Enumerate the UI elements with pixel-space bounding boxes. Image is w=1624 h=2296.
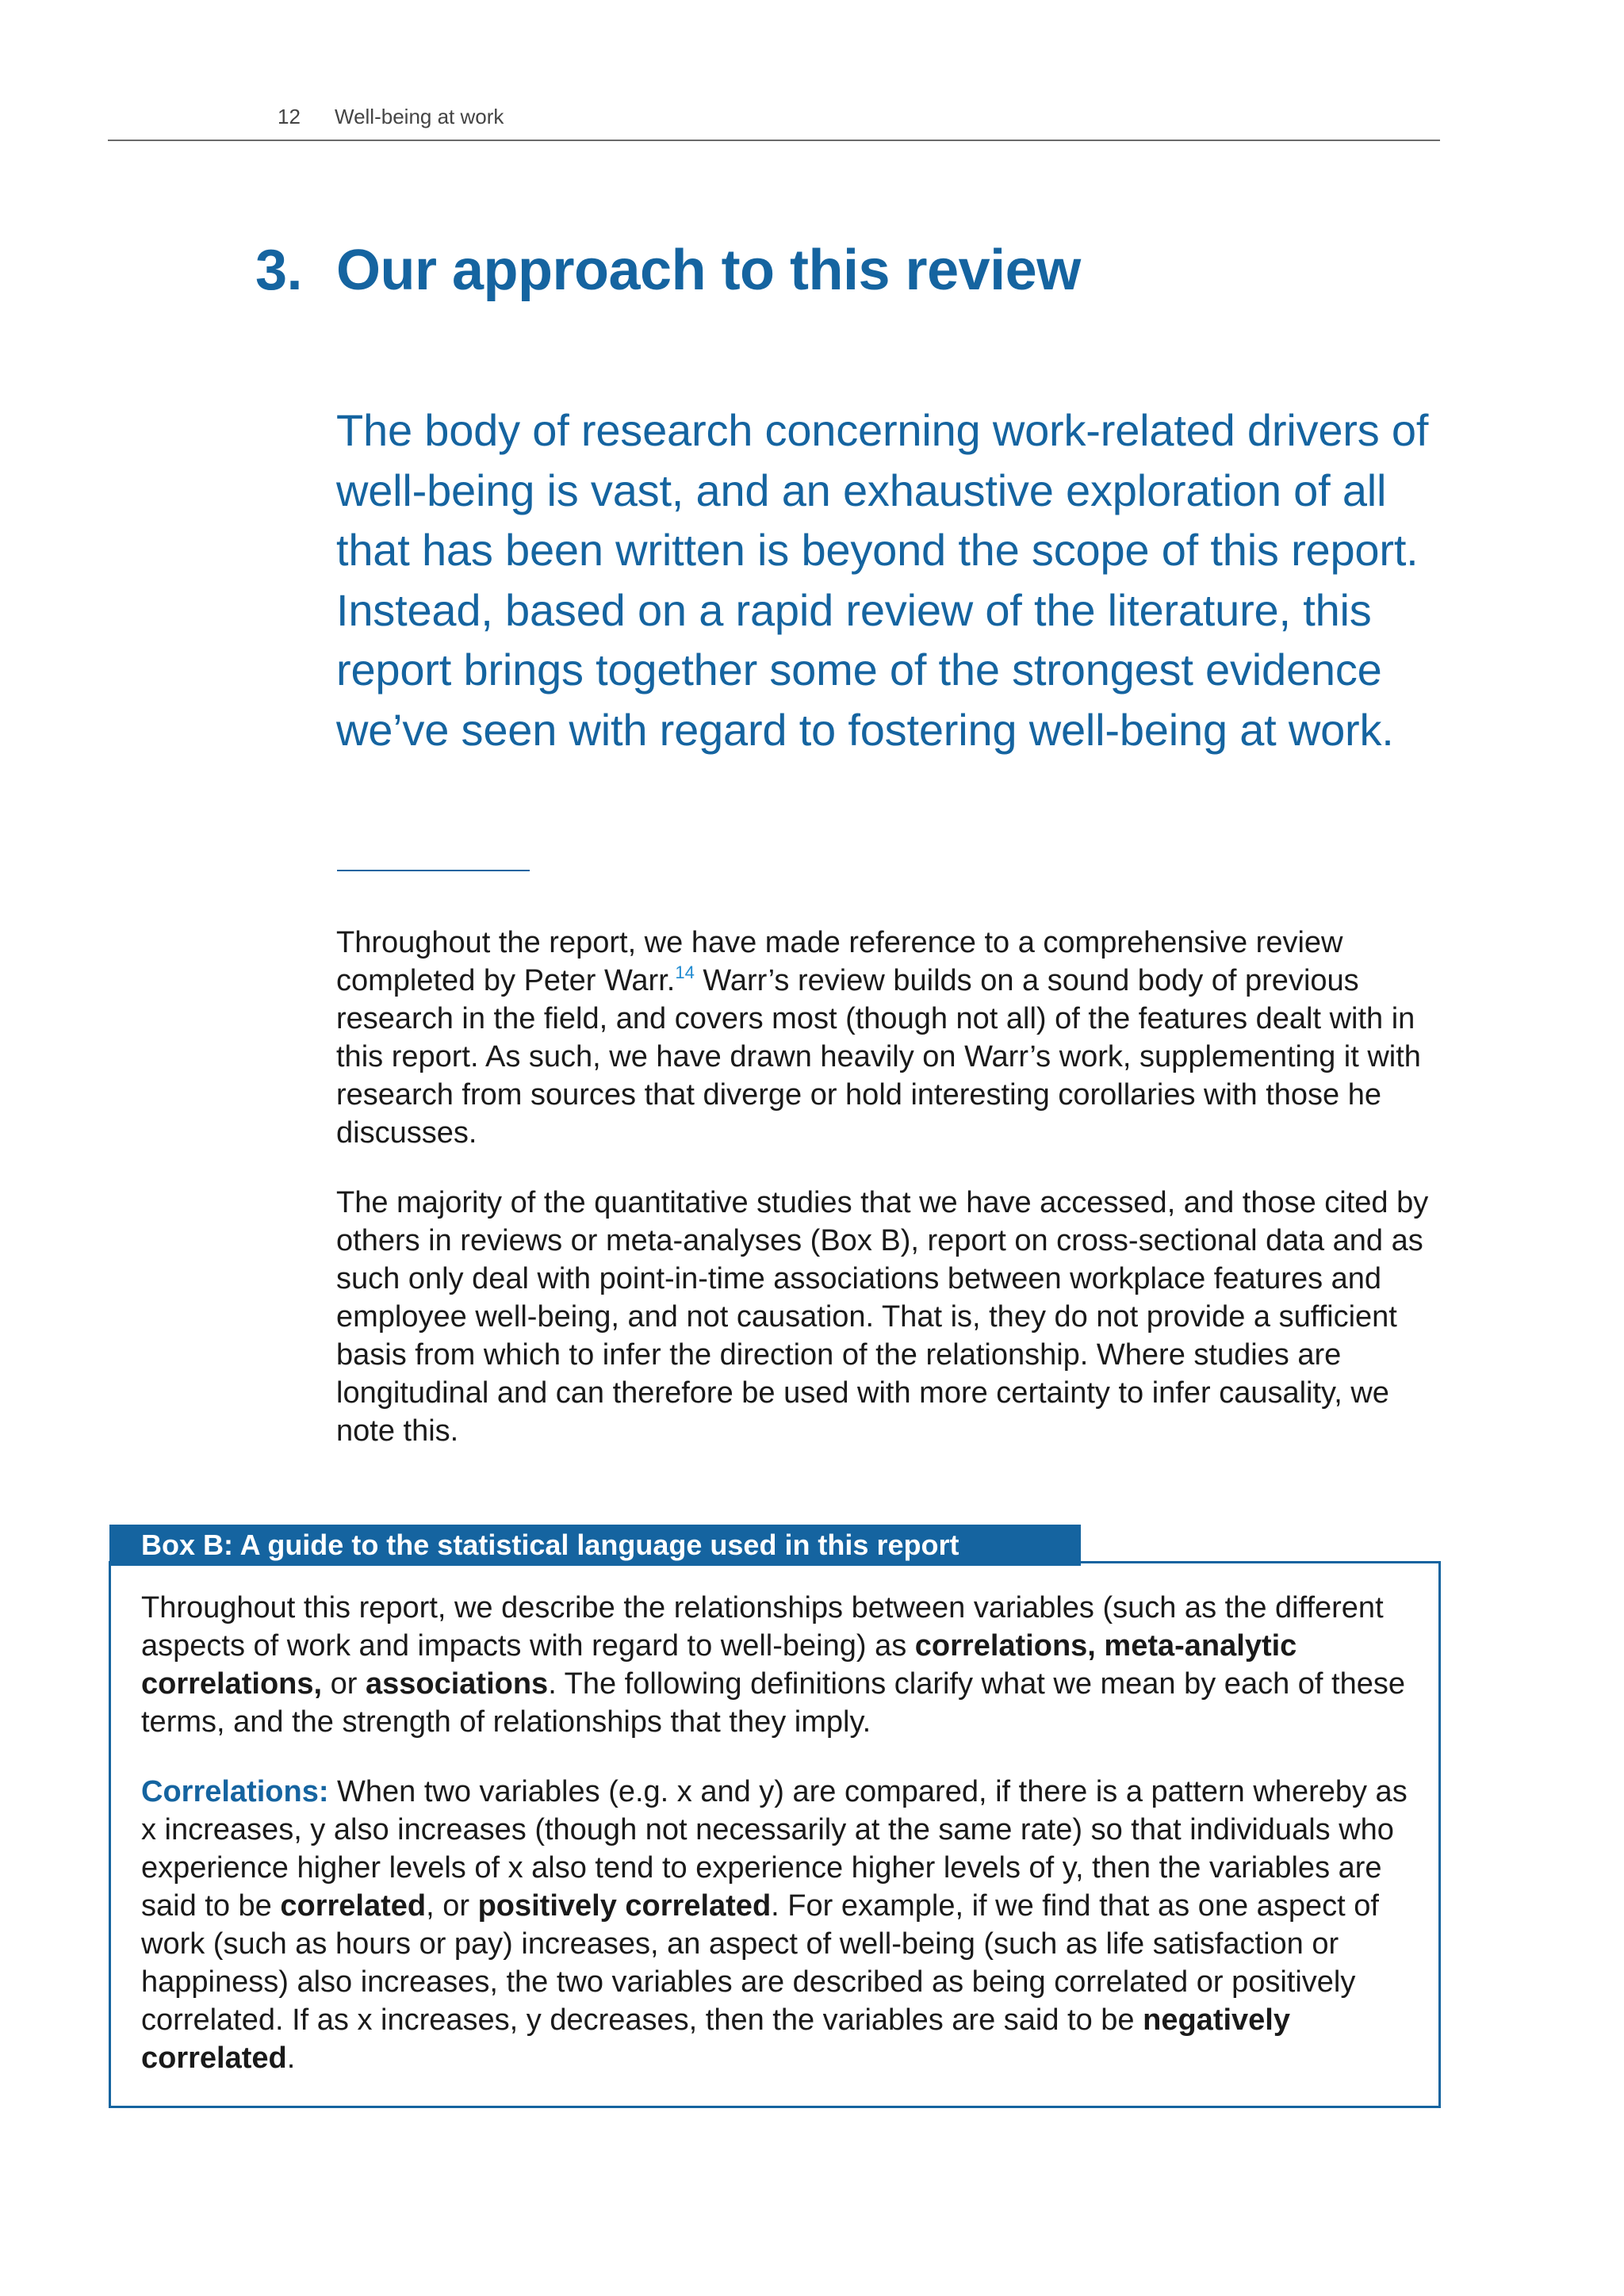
- correlations-bold-3: negatively correlated: [141, 2003, 1290, 2075]
- running-header: [278, 105, 504, 129]
- body-paragraph-1: [336, 924, 1446, 1152]
- box-correlations-paragraph: [141, 1773, 1418, 2077]
- box-intro-paragraph: [141, 1589, 1418, 1741]
- body-p1-text-b: Warr’s review builds on a sound body of previous research in the field, and covers most (though not all) of the features dealt with in this report. As such, we have drawn heavily on Warr’s work, supplementing it with research from sources that diverge or hold interesting corollaries with those he discusses.: [336, 964, 1421, 1150]
- correlations-text-2: , or: [426, 1889, 478, 1923]
- header-rule: [108, 140, 1440, 141]
- body-p1-text-a: Throughout the report, we have made reference to a comprehensive review completed by Peter Warr.: [336, 926, 1343, 997]
- box-b-title: Box B: A guide to the statistical language used in this report: [109, 1525, 1081, 1566]
- correlations-text-3: . For example, if we find that as one aspect of work (such as hours or pay) increases, an aspect of well-being (such as life satisfaction or happiness) also increases, the two variables are described as being correlated or positively correlated. If as x increases, y decreases, then the variables are said to be: [141, 1889, 1379, 2037]
- correlations-text-1: When two variables (e.g. x and y) are compared, if there is a pattern whereby as x increases, y also increases (though not necessarily at the same rate) so that individuals who experience higher levels of x also tend to experience higher levels of y, then the variables are said to be: [141, 1775, 1408, 1923]
- body-paragraph-2: The majority of the quantitative studies that we have accessed, and those cited by others in reviews or meta-analyses (Box B), report on cross-sectional data and as such only deal with point-in-time associations between workplace features and employee well-being, and not causation. That is, they do not provide a sufficient basis from which to infer the direction of the relationship. Where studies are longitudinal and can therefore be used with more certainty to infer causality, we note this.: [336, 1186, 1429, 1448]
- box-intro-bold-2: associations: [365, 1667, 549, 1701]
- box-intro-text-2: or: [322, 1667, 366, 1701]
- correlations-bold-1: correlated: [280, 1889, 427, 1923]
- chapter-title: [255, 238, 1081, 303]
- box-b-content: [141, 1589, 1418, 2109]
- correlations-text-4: .: [286, 2042, 296, 2075]
- box-intro-text-3: . The following definitions clarify what we mean by each of these terms, and the strength of relationships that they imply.: [141, 1667, 1405, 1739]
- box-intro-bold-1: correlations, meta-analytic correlations,: [141, 1629, 1297, 1701]
- footnote-ref-14[interactable]: 14: [675, 962, 695, 982]
- box-intro-text-1: Throughout this report, we describe the relationships between variables (such as the different aspects of work and impacts with regard to well-being) as: [141, 1591, 1384, 1663]
- chapter-number: 3.: [255, 239, 303, 302]
- correlations-term: Correlations:: [141, 1775, 329, 1808]
- body-text: [336, 924, 1446, 1482]
- page-number: 12: [278, 105, 301, 128]
- lead-paragraph: The body of research concerning work-related drivers of well-being is vast, and an exhaustive exploration of all that has been written is beyond the scope of this report. Instead, based on a rapid review of the literature, this report brings together some of the strongest evidence we’ve seen with regard to fostering well-being at work.: [336, 405, 1429, 755]
- running-title: Well-being at work: [335, 105, 504, 128]
- chapter-title-text: Our approach to this review: [336, 239, 1081, 302]
- correlations-bold-2: positively correlated: [477, 1889, 772, 1923]
- lead-divider: [337, 870, 530, 871]
